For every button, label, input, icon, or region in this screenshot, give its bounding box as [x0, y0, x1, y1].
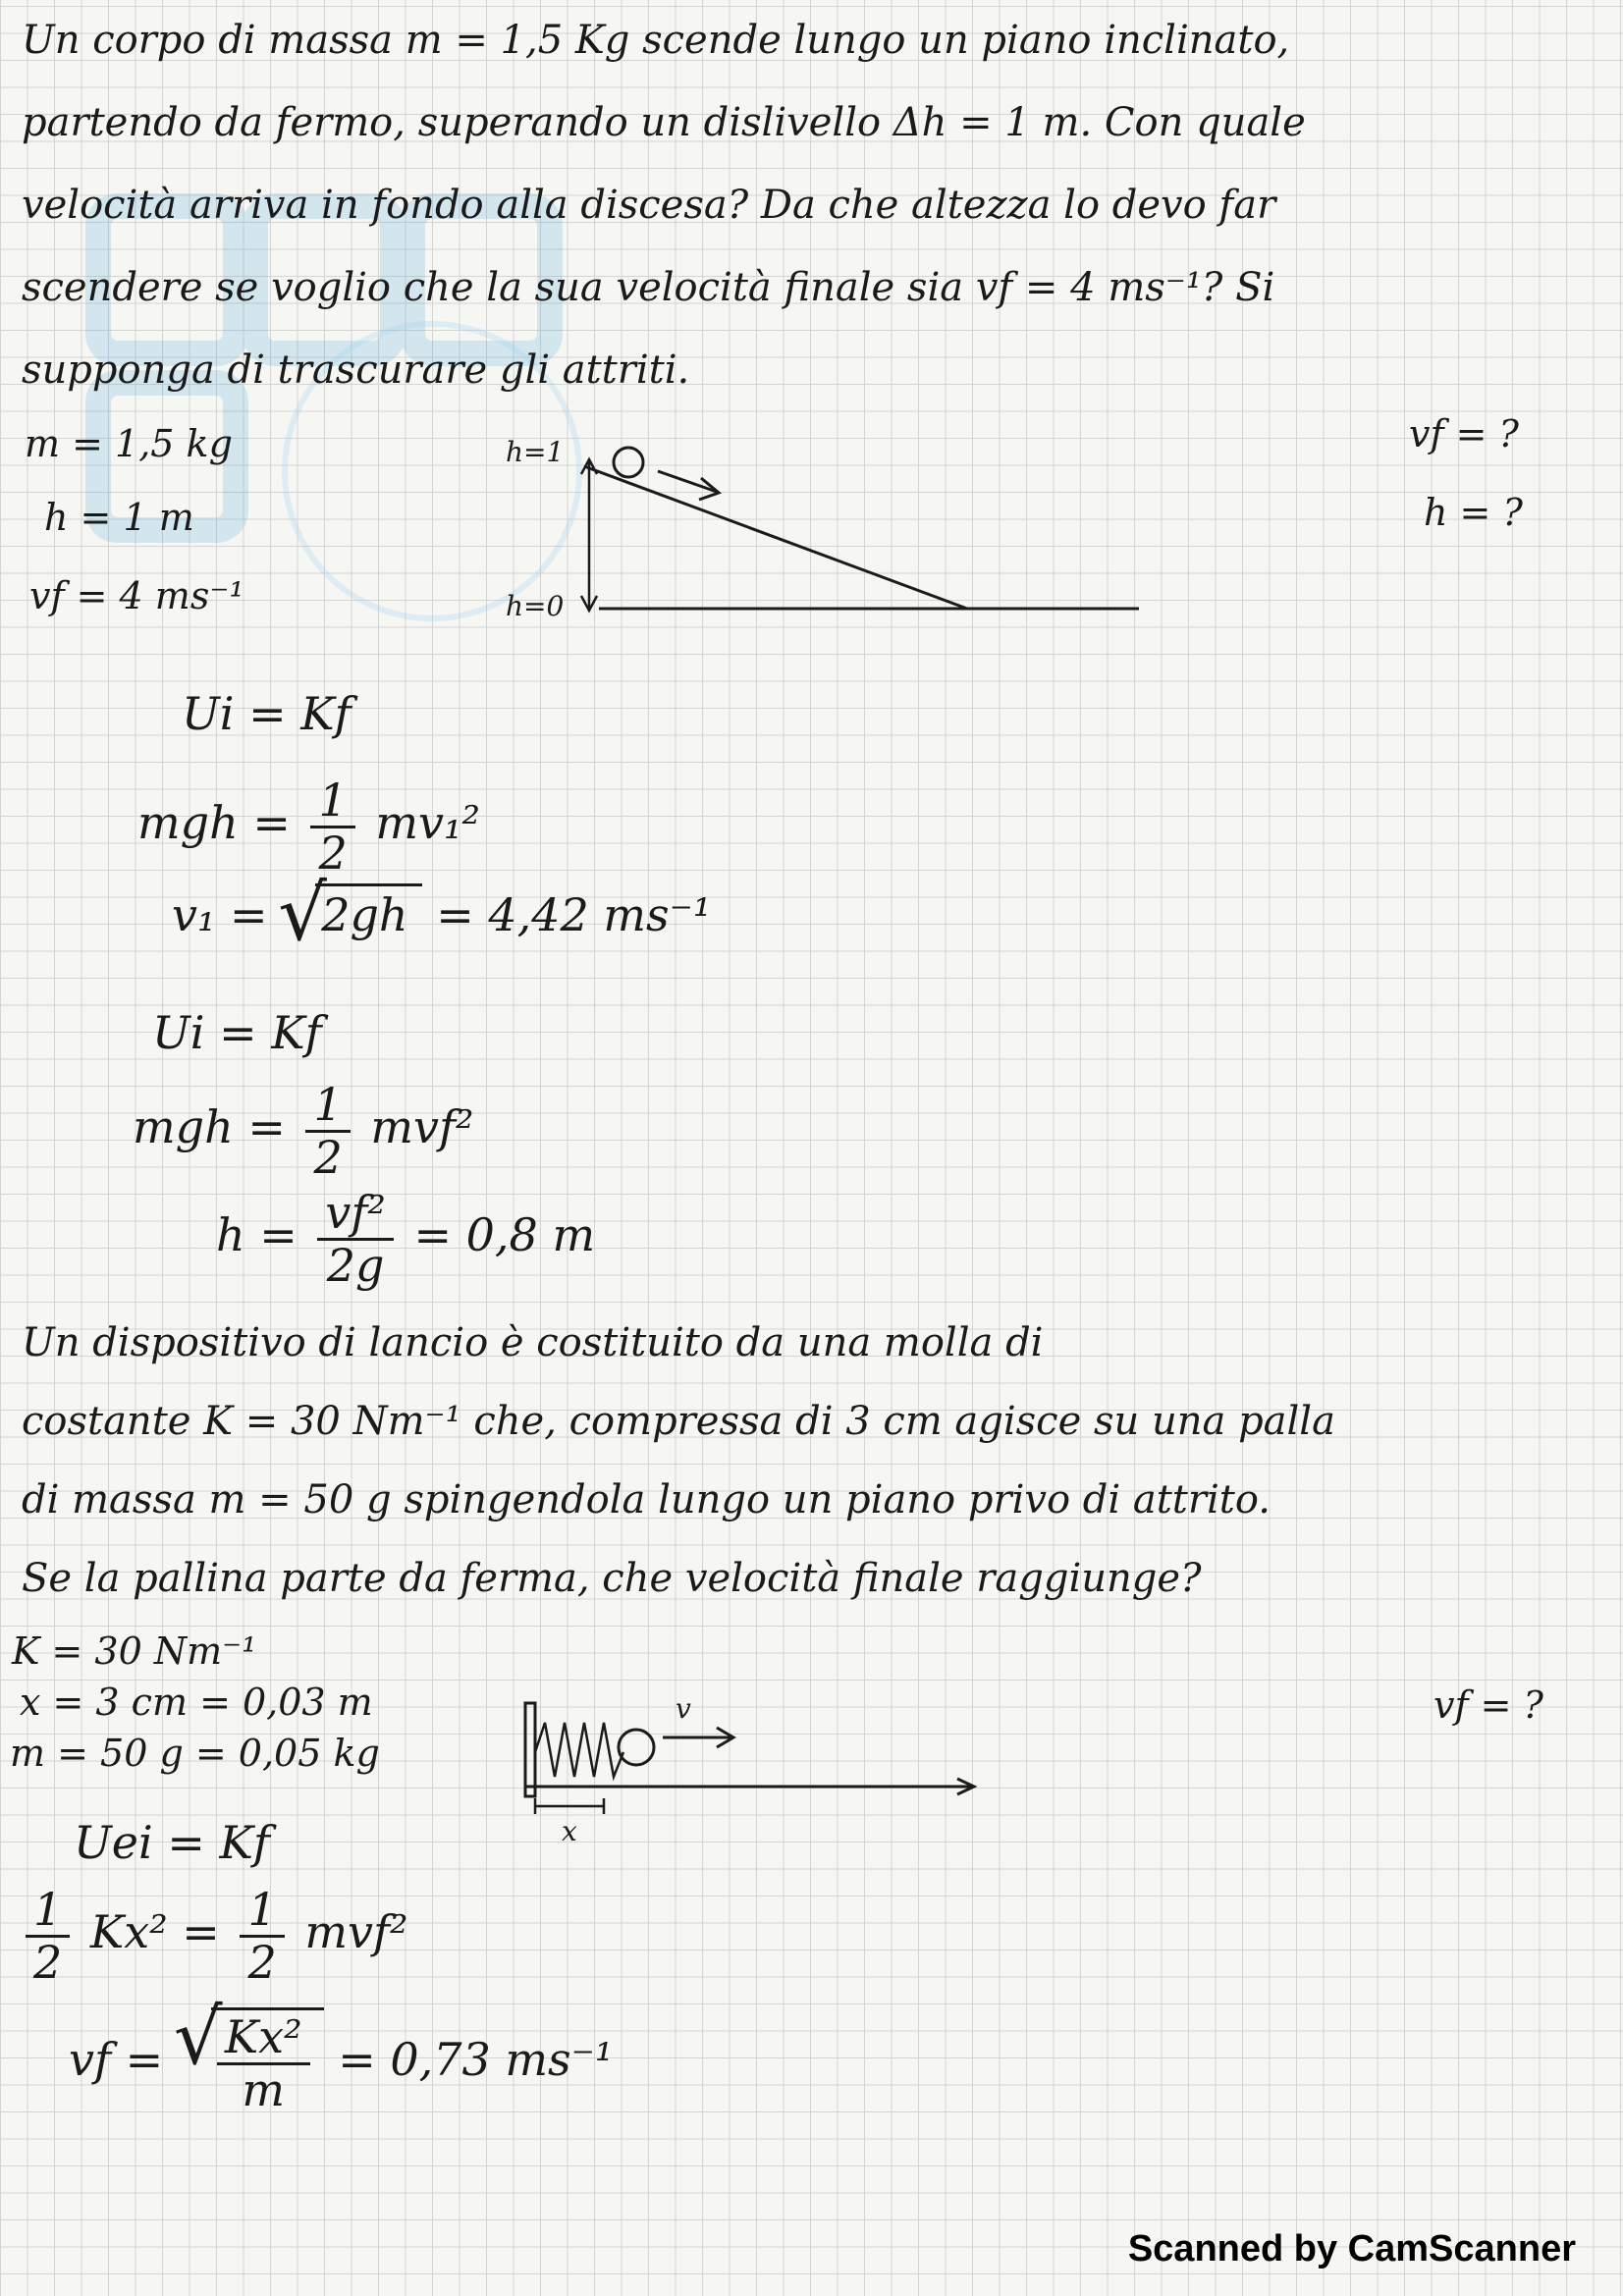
- eq-velocity-1: v₁ = √ 2gh = 4,42 ms⁻¹: [172, 883, 711, 941]
- wall: [525, 1703, 535, 1796]
- text-line: partendo da fermo, superando un dislivello Δh = 1 m. Con quale: [22, 100, 1306, 145]
- text-line: Se la pallina parte da ferma, che velocità finale raggiunge?: [22, 1556, 1202, 1601]
- ball-icon: [614, 448, 643, 477]
- scanner-footer: Scanned by CamScanner: [1127, 2228, 1576, 2269]
- eq-energy-conservation-2: Ui = Kf: [152, 1006, 322, 1059]
- spring-launcher-diagram: [511, 1683, 982, 1850]
- incline-line: [584, 466, 967, 609]
- eq-spring-energy: $\frac{1}{2}$ Kx² = $\frac{1}{2}$ mvf²: [20, 1885, 407, 1987]
- given-mass: m = 1,5 kg: [25, 422, 233, 465]
- given-final-velocity: vf = 4 ms⁻¹: [29, 574, 244, 617]
- text-line: Un corpo di massa m = 1,5 Kg scende lungo un piano inclinato,: [22, 18, 1290, 63]
- eq-final-velocity: vf = √ $\frac{\text{Kx²}}{m}$ = 0,73 ms⁻¹: [69, 2007, 613, 2114]
- text-line: di massa m = 50 g spingendola lungo un piano privo di attrito.: [22, 1477, 1271, 1522]
- eq-energy-conservation-1: Ui = Kf: [182, 687, 352, 740]
- ball-icon: [619, 1730, 654, 1765]
- label-h1: h=1: [506, 436, 565, 468]
- given-height: h = 1 m: [44, 496, 194, 539]
- eq-elastic-energy: Uei = Kf: [74, 1816, 270, 1869]
- unknown-final-velocity: vf = ?: [1434, 1683, 1543, 1727]
- eq-mgh-2: mgh = $\frac{1}{2}$ mvf²: [133, 1078, 474, 1184]
- label-h0: h=0: [506, 590, 565, 622]
- text-line: costante K = 30 Nm⁻¹ che, compressa di 3 cm agisce su una palla: [22, 1399, 1335, 1444]
- label-x: x: [562, 1815, 577, 1847]
- spring-icon: [535, 1723, 623, 1777]
- given-ball-mass: m = 50 g = 0,05 kg: [10, 1732, 380, 1775]
- eq-mgh-1: mgh = $\frac{1}{2}$ mv₁²: [137, 774, 480, 880]
- eq-height: h = $\frac{\text{vf²}}{2g}$ = 0,8 m: [216, 1186, 596, 1292]
- unknown-velocity: vf = ?: [1409, 412, 1519, 455]
- label-v: v: [676, 1692, 691, 1725]
- text-line: supponga di trascurare gli attriti.: [22, 347, 690, 393]
- inclined-plane-diagram: [491, 427, 1159, 633]
- text-line: velocità arriva in fondo alla discesa? Da che altezza lo devo far: [22, 183, 1276, 228]
- text-line: Un dispositivo di lancio è costituito da una molla di: [22, 1320, 1044, 1365]
- given-compression: x = 3 cm = 0,03 m: [20, 1681, 373, 1724]
- motion-arrow-icon: [658, 471, 717, 492]
- text-line: scendere se voglio che la sua velocità finale sia vf = 4 ms⁻¹? Si: [22, 265, 1275, 310]
- unknown-height: h = ?: [1424, 491, 1523, 534]
- given-spring-constant: K = 30 Nm⁻¹: [12, 1629, 257, 1673]
